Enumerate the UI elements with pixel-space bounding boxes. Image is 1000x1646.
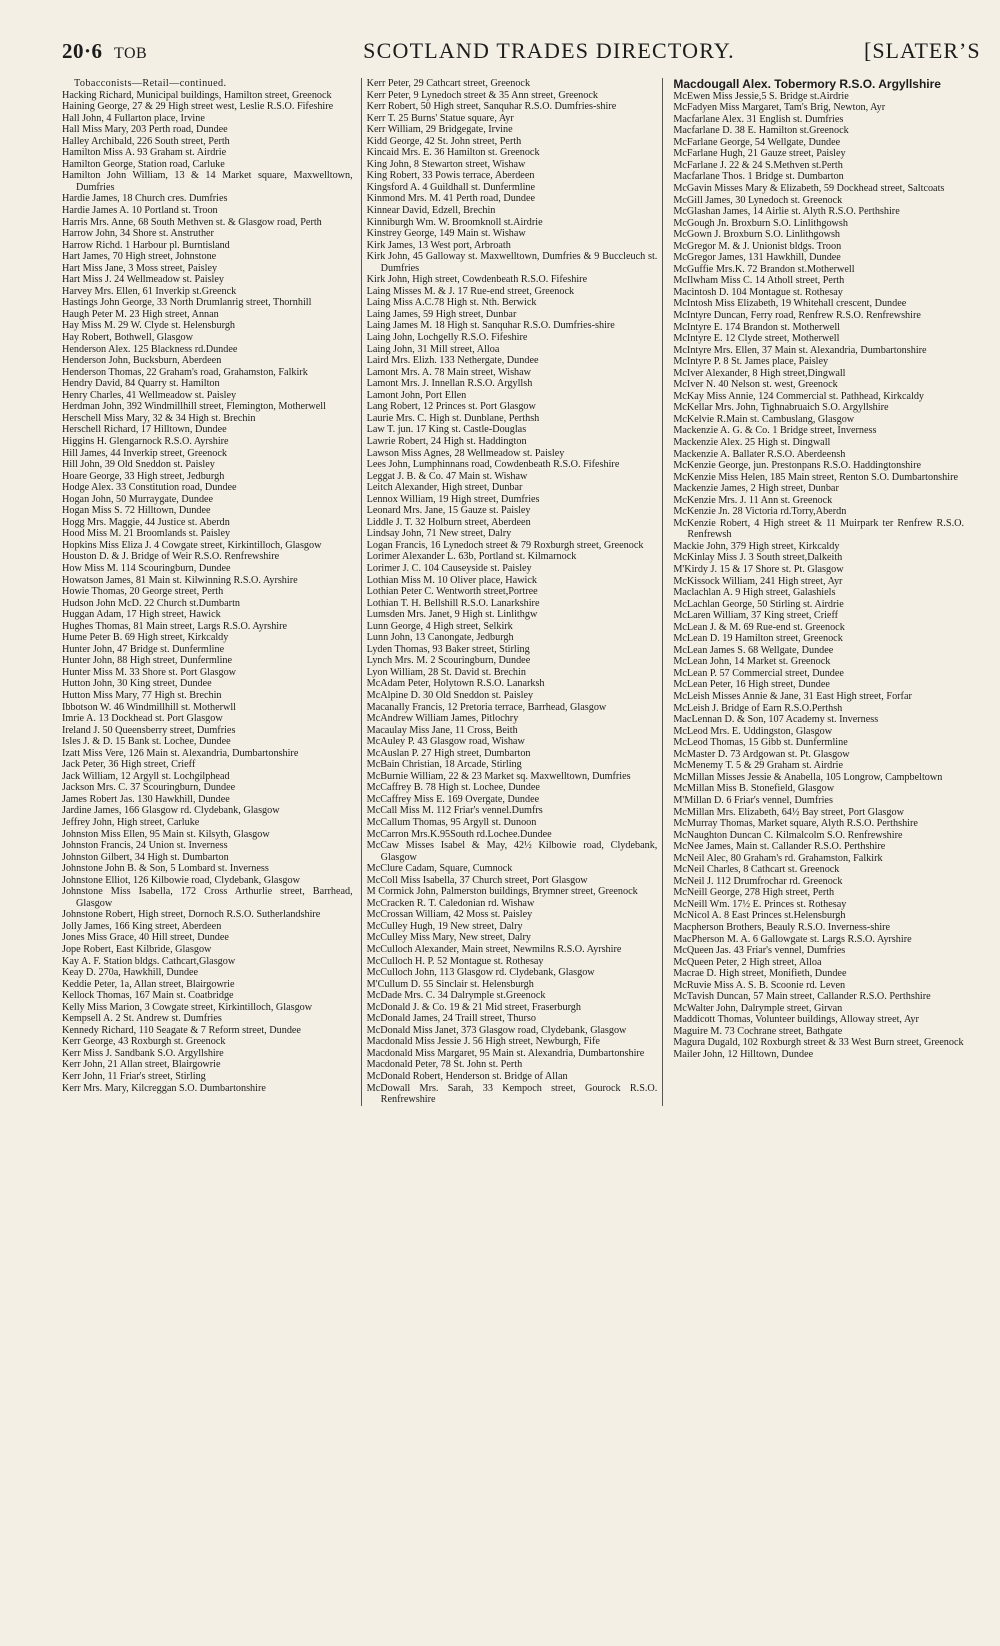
directory-entry: McMillan Mrs. Elizabeth, 64½ Bay street, Port Glasgow <box>673 806 904 818</box>
directory-entry: McIntyre Mrs. Ellen, 37 Main st. Alexandria, Dumbartonshire <box>673 344 927 356</box>
directory-entry: McMurray Thomas, Market square, Alyth R.S.O. Perthshire <box>673 818 918 830</box>
directory-entry: McCulloch H. P. 52 Montague st. Rothesay <box>366 955 544 967</box>
column-right <box>671 78 964 1106</box>
directory-entry: McMenemy T. 5 & 29 Graham st. Airdrie <box>673 760 844 772</box>
directory-entry: McGough Jn. Broxburn S.O. Linlithgowsh <box>673 217 848 229</box>
directory-entry: Macfarlane Alex. 31 English st. Dumfries <box>673 113 844 125</box>
directory-entry: Laing Misses M. & J. 17 Rue-end street, Greenock <box>366 285 575 297</box>
directory-entry: Halley Archibald, 226 South street, Perth <box>62 135 230 147</box>
directory-entry: Howatson James, 81 Main st. Kilwinning R.S.O. Ayrshire <box>62 574 298 586</box>
directory-entry: McDonald Miss Janet, 373 Glasgow road, Clydebank, Glasgow <box>366 1024 627 1036</box>
directory-entry: Jackson Mrs. C. 37 Scouringburn, Dundee <box>62 782 236 794</box>
directory-entry: Hall John, 4 Fullarton place, Irvine <box>62 112 205 124</box>
directory-entry: McLeod Mrs. E. Uddingston, Glasgow <box>673 725 833 737</box>
directory-entry: Hood Miss M. 21 Broomlands st. Paisley <box>62 528 231 540</box>
directory-entry: Hutton Miss Mary, 77 High st. Brechin <box>62 689 222 701</box>
directory-entry: Kidd George, 42 St. John street, Perth <box>366 135 522 147</box>
directory-entry: Harvey Mrs. Ellen, 61 Inverkip st.Greenck <box>62 285 237 297</box>
directory-entry: McNee James, Main st. Callander R.S.O. Perthshire <box>673 841 886 853</box>
directory-entry: McLeish J. Bridge of Earn R.S.O.Perthsh <box>673 702 843 714</box>
directory-entry: Lees John, Lumphinnans road, Cowdenbeath R.S.O. Fifeshire <box>366 459 620 471</box>
directory-entry: McGuffie Mrs.K. 72 Brandon st.Motherwell <box>673 263 855 275</box>
directory-entry: King John, 8 Stewarton street, Wishaw <box>366 158 526 170</box>
directory-entry: Lothian Miss M. 10 Oliver place, Hawick <box>366 574 537 586</box>
directory-entry: Jolly James, 166 King street, Aberdeen <box>62 920 222 932</box>
directory-entry: McMillan Misses Jessie & Anabella, 105 Longrow, Campbeltown <box>673 771 943 783</box>
directory-entry: Macpherson Brothers, Beauly R.S.O. Inverness-shire <box>673 921 891 933</box>
directory-entry: Haugh Peter M. 23 High street, Annan <box>62 308 219 320</box>
directory-entry: McDonald James, 24 Traill street, Thurso <box>366 1013 536 1025</box>
directory-entry: Kerr Robert, 50 High street, Sanquhar R.S.O. Dumfries-shire <box>366 101 617 113</box>
directory-entry: Kerr George, 43 Roxburgh st. Greenock <box>62 1036 226 1048</box>
directory-entry: Hill James, 44 Inverkip street, Greenock <box>62 447 227 459</box>
directory-entry: McIntyre Duncan, Ferry road, Renfrew R.S.O. Renfrewshire <box>673 309 921 321</box>
directory-entry: Hart Miss Jane, 3 Moss street, Paisley <box>62 262 218 274</box>
column-middle <box>361 78 664 1106</box>
directory-entry: Lawrie Robert, 24 High st. Haddington <box>366 435 527 447</box>
directory-entry: McQueen Jas. 43 Friar's vennel, Dumfries <box>673 945 846 957</box>
directory-entry: Kellock Thomas, 167 Main st. Coatbridge <box>62 990 234 1002</box>
directory-entry: M'Cullum D. 55 Sinclair st. Helensburgh <box>366 978 534 990</box>
directory-entry: Kerr T. 25 Burns' Statue square, Ayr <box>366 112 514 124</box>
directory-entry: McBain Christian, 18 Arcade, Stirling <box>366 759 522 771</box>
directory-entry: Kerr Miss J. Sandbank S.O. Argyllshire <box>62 1047 224 1059</box>
directory-entry: McKenzie George, jun. Prestonpans R.S.O. Haddingtonshire <box>673 460 922 472</box>
directory-entry: Johnstone Miss Isabella, 172 Cross Arthurlie street, Barrhead, Glasgow <box>62 886 353 909</box>
directory-entry: Kirk John, 45 Galloway st. Maxwelltown, Dumfries & 9 Buccleuch st. Dumfries <box>366 251 658 274</box>
directory-entry: McIntyre P. 8 St. James place, Paisley <box>673 356 829 368</box>
directory-entry: McAdam Peter, Holytown R.S.O. Lanarksh <box>366 678 545 690</box>
directory-entry: McAlpine D. 30 Old Sneddon st. Paisley <box>366 689 534 701</box>
directory-entry: McGregor M. & J. Unionist bldgs. Troon <box>673 240 842 252</box>
directory-entry: McIntyre E. 12 Clyde street, Motherwell <box>673 333 840 345</box>
directory-entry: Macanally Francis, 12 Pretoria terrace, Barrhead, Glasgow <box>366 701 607 713</box>
directory-entry: Hamilton George, Station road, Carluke <box>62 158 225 170</box>
directory-entry: M Cormick John, Palmerston buildings, Brymner street, Greenock <box>366 886 638 898</box>
directory-entry: Lawson Miss Agnes, 28 Wellmeadow st. Paisley <box>366 447 565 459</box>
directory-entry: McDowall Mrs. Sarah, 33 Kempoch street, Gourock R.S.O. Renfrewshire <box>366 1082 658 1106</box>
directory-entry: McNeil Charles, 8 Cathcart st. Greenock <box>673 864 840 876</box>
directory-entry: Kerr John, 21 Allan street, Blairgowrie <box>62 1059 221 1071</box>
directory-entry: McMaster D. 73 Ardgowan st. Pt. Glasgow <box>673 748 850 760</box>
directory-entry: Harrow John, 34 Shore st. Anstruther <box>62 228 214 240</box>
directory-entry: Hogan John, 50 Murraygate, Dundee <box>62 493 214 505</box>
directory-entry: Logan Francis, 16 Lynedoch street & 79 Roxburgh street, Greenock <box>366 539 644 551</box>
directory-entry: Kerr William, 29 Bridgegate, Irvine <box>366 124 513 136</box>
directory-entry: MacPherson M. A. 6 Gallowgate st. Largs R.S.O. Ayrshire <box>673 933 912 945</box>
directory-entry: Harris Mrs. Anne, 68 South Methven st. & Glasgow road, Perth <box>62 216 322 228</box>
directory-entry: Hunter John, 47 Bridge st. Dunfermline <box>62 643 225 655</box>
directory-entry: Ibbotson W. 46 Windmillhill st. Motherwll <box>62 701 237 713</box>
directory-entry: McKelvie R.Main st. Cambuslang, Glasgow <box>673 413 855 425</box>
directory-entry: McNaughton Duncan C. Kilmalcolm S.O. Renfrewshire <box>673 829 903 841</box>
directory-entry: Herdman John, 392 Windmillhill street, Flemington, Motherwell <box>62 401 326 413</box>
directory-entry: McCrossan William, 42 Moss st. Paisley <box>366 909 533 921</box>
directory-entry: Jones Miss Grace, 40 Hill street, Dundee <box>62 932 229 944</box>
directory-entry: McLeod Thomas, 15 Gibb st. Dunfermline <box>673 737 848 749</box>
directory-entry: McCaffrey Miss E. 169 Overgate, Dundee <box>366 793 540 805</box>
directory-entry: Huggan Adam, 17 High street, Hawick <box>62 609 221 621</box>
directory-entry: Kirk James, 13 West port, Arbroath <box>366 239 511 251</box>
directory-entry: Leggat J. B. & Co. 47 Main st. Wishaw <box>366 470 528 482</box>
directory-entry: Macdonald Miss Margaret, 95 Main st. Alexandria, Dumbartonshire <box>366 1047 645 1059</box>
directory-entry: Lorimer Alexander L. 63b, Portland st. Kilmarnock <box>366 551 577 563</box>
directory-entry: McIntosh Miss Elizabeth, 19 Whitehall crescent, Dundee <box>673 298 907 310</box>
directory-entry: McCulley Hugh, 19 New street, Dalry <box>366 920 523 932</box>
directory-entry: Keddie Peter, 1a, Allan street, Blairgowrie <box>62 978 235 990</box>
directory-entry: Lamont Mrs. A. 78 Main street, Wishaw <box>366 366 532 378</box>
directory-entry: Jack William, 12 Argyll st. Lochgilphead <box>62 770 230 782</box>
directory-entry: McCaw Misses Isabel & May, 42½ Kilbowie road, Clydebank, Glasgow <box>366 840 658 863</box>
directory-entry: McLean James S. 68 Wellgate, Dundee <box>673 644 834 656</box>
directory-entry: Leitch Alexander, High street, Dunbar <box>366 482 523 494</box>
directory-entry: McLeish Misses Annie & Jane, 31 East High street, Forfar <box>673 691 912 703</box>
directory-entry: Liddle J. T. 32 Holburn street, Aberdeen <box>366 516 531 528</box>
directory-entry: McBurnie William, 22 & 23 Market sq. Maxwelltown, Dumfries <box>366 770 631 782</box>
directory-entry: Kincaid Mrs. E. 36 Hamilton st. Greenock <box>366 147 540 159</box>
directory-entry: McIver N. 40 Nelson st. west, Greenock <box>673 379 838 391</box>
directory-entry: Laing James M. 18 High st. Sanquhar R.S.O. Dumfries-shire <box>366 320 615 332</box>
directory-entry: Hunter John, 88 High street, Dunfermline <box>62 655 233 667</box>
directory-entry: McLean D. 19 Hamilton street, Greenock <box>673 633 843 645</box>
directory-entry: Johnston Gilbert, 34 High st. Dumbarton <box>62 851 229 863</box>
directory-entry: Kerr Mrs. Mary, Kilcreggan S.O. Dumbartonshire <box>62 1082 266 1094</box>
directory-entry: Ireland J. 50 Queensberry street, Dumfries <box>62 724 236 736</box>
directory-entry: Kay A. F. Station bldgs. Cathcart,Glasgow <box>62 955 236 967</box>
directory-entry: Hume Peter B. 69 High street, Kirkcaldy <box>62 632 229 644</box>
directory-entry: McKay Miss Annie, 124 Commercial st. Pathhead, Kirkcaldy <box>673 390 925 402</box>
directory-entry: MacLennan D. & Son, 107 Academy st. Inverness <box>673 714 879 726</box>
directory-entry: McKinlay Miss J. 3 South street,Dalkeith <box>673 552 843 564</box>
directory-entry: Hunter Miss M. 33 Shore st. Port Glasgow <box>62 666 237 678</box>
directory-entry: Hay Miss M. 29 W. Clyde st. Helensburgh <box>62 320 236 332</box>
directory-entry: McAuslan P. 27 High street, Dumbarton <box>366 747 531 759</box>
directory-entry: Lunn John, 13 Canongate, Jedburgh <box>366 632 514 644</box>
directory-entry: Kerr John, 11 Friar's street, Stirling <box>62 1071 206 1083</box>
directory-entry: Mackenzie Alex. 25 High st. Dingwall <box>673 437 831 448</box>
directory-entry: McCulloch Alexander, Main street, Newmilns R.S.O. Ayrshire <box>366 944 622 956</box>
directory-entry: Keay D. 270a, Hawkhill, Dundee <box>62 967 199 979</box>
directory-entry: Hart Miss J. 24 Wellmeadow st. Paisley <box>62 274 224 286</box>
directory-entry: Lumsden Mrs. Janet, 9 High st. Linlithgw <box>366 609 538 621</box>
directory-entry: Lyon William, 28 St. David st. Brechin <box>366 666 526 678</box>
directory-entry: McCall Miss M. 112 Friar's vennel.Dumfrs <box>366 805 543 817</box>
directory-entry: Imrie A. 13 Dockhead st. Port Glasgow <box>62 713 223 725</box>
directory-entry: Johnston Miss Ellen, 95 Main st. Kilsyth, Glasgow <box>62 828 270 840</box>
directory-entry: Herschell Miss Mary, 32 & 34 High st. Brechin <box>62 412 256 424</box>
directory-entry: Hamilton Miss A. 93 Graham st. Airdrie <box>62 147 227 159</box>
directory-entry: McEwen Miss Jessie,5 S. Bridge st.Airdrie <box>673 90 849 102</box>
directory-entry: Law T. jun. 17 King st. Castle-Douglas <box>366 424 527 436</box>
directory-entry: Jack Peter, 36 High street, Crieff <box>62 759 196 771</box>
directory-entry: McWalter John, Dalrymple street, Girvan <box>673 1002 843 1014</box>
directory-entry: McNeill George, 278 High street, Perth <box>673 887 835 899</box>
directory-entry: Isles J. & D. 15 Bank st. Lochee, Dundee <box>62 736 231 748</box>
directory-entry: Hogan Miss S. 72 Hilltown, Dundee <box>62 505 211 517</box>
directory-entry: McIntyre E. 174 Brandon st. Motherwell <box>673 321 840 333</box>
directory-entry: Kerr Peter, 9 Lynedoch street & 35 Ann street, Greenock <box>366 89 598 101</box>
directory-entry: Johnstone John B. & Son, 5 Lombard st. Inverness <box>62 863 269 875</box>
directory-entry: Maclachlan A. 9 High street, Galashiels <box>673 587 836 599</box>
directory-entry: McGregor James, 131 Hawkhill, Dundee <box>673 252 841 264</box>
directory-entry: Lunn George, 4 High street, Selkirk <box>366 620 513 632</box>
directory-entry: Hudson John McD. 22 Church st.Dumbartn <box>62 597 240 609</box>
directory-entry: Lamont John, Port Ellen <box>366 389 467 401</box>
directory-entry: Macfarlane D. 38 E. Hamilton st.Greenock <box>673 125 849 137</box>
directory-entry: McCarron Mrs.K.95South rd.Lochee.Dundee <box>366 828 552 840</box>
directory-entry: McNicol A. 8 East Princes st.Helensburgh <box>673 910 846 922</box>
directory-entry: Laing John, 31 Mill street, Alloa <box>366 343 500 355</box>
directory-entry: Henderson John, Bucksburn, Aberdeen <box>62 355 222 367</box>
directory-entry: Henderson Thomas, 22 Graham's road, Grahamston, Falkirk <box>62 366 308 378</box>
directory-entry: McDonald Robert, Henderson st. Bridge of Allan <box>366 1071 568 1083</box>
page-title: SCOTLAND TRADES DIRECTORY. <box>363 38 735 63</box>
directory-entry: McCulloch John, 113 Glasgow rd. Clydebank, Glasgow <box>366 967 595 979</box>
directory-entry: Kennedy Richard, 110 Seagate & 7 Reform street, Dundee <box>62 1024 301 1036</box>
directory-entry: Lang Robert, 12 Princes st. Port Glasgow <box>366 401 536 413</box>
directory-entry: Laing John, Lochgelly R.S.O. Fifeshire <box>366 332 528 344</box>
directory-entry: Houston D. & J. Bridge of Weir R.S.O. Renfrewshire <box>62 551 280 563</box>
page-header <box>62 38 981 78</box>
directory-entry: Laird Mrs. Elizh. 133 Nethergate, Dundee <box>366 355 539 367</box>
column-left <box>62 78 353 1106</box>
directory-entry: Kirk John, High street, Cowdenbeath R.S.O. Fifeshire <box>366 274 588 286</box>
directory-entry: McCaffrey B. 78 High st. Lochee, Dundee <box>366 782 540 794</box>
directory-entry: McLean Peter, 16 High street, Dundee <box>673 679 830 691</box>
directory-entry: Laing James, 59 High street, Dunbar <box>366 308 517 320</box>
directory-entry: Herschell Richard, 17 Hilltown, Dundee <box>62 424 227 436</box>
directory-entry: McNeill Wm. 17½ E. Princes st. Rothesay <box>673 898 847 910</box>
section-heading: Tobacconists—Retail—continued. <box>74 78 227 89</box>
directory-entry: Kempsell A. 2 St. Andrew st. Dumfries <box>62 1013 222 1025</box>
directory-entry: McAuley P. 43 Glasgow road, Wishaw <box>366 736 525 748</box>
directory-entry: Hutton John, 30 King street, Dundee <box>62 678 212 690</box>
directory-entry: Mackie John, 379 High street, Kirkcaldy <box>673 540 840 552</box>
directory-entry: Hardie James A. 10 Portland st. Troon <box>62 205 218 217</box>
directory-entry: McFadyen Miss Margaret, Tam's Brig, Newton, Ayr <box>673 102 886 114</box>
directory-entry: McColl Miss Isabella, 37 Church street, Port Glasgow <box>366 874 588 886</box>
directory-entry: McKenzie Mrs. J. 11 Ann st. Greenock <box>673 494 833 506</box>
directory-entry: McKenzie Miss Helen, 185 Main street, Renton S.O. Dumbartonshire <box>673 471 958 483</box>
directory-entry: McLean P. 57 Commercial street, Dundee <box>673 667 844 679</box>
directory-entry: Lynch Mrs. M. 2 Scouringburn, Dundee <box>366 655 531 667</box>
directory-entry: Harrow Richd. 1 Harbour pl. Burntisland <box>62 239 230 251</box>
directory-entry: Maddicott Thomas, Volunteer buildings, Alloway street, Ayr <box>673 1014 919 1026</box>
directory-entry: McNeil Alec, 80 Graham's rd. Grahamston, Falkirk <box>673 852 883 864</box>
directory-entry: Lorimer J. C. 104 Causeyside st. Paisley <box>366 562 532 574</box>
directory-entry: McCulley Miss Mary, New street, Dalry <box>366 932 531 944</box>
directory-entry: M'Kirdy J. 15 & 17 Shore st. Pt. Glasgow <box>673 564 844 576</box>
directory-entry: McCallum Thomas, 95 Argyll st. Dunoon <box>366 817 537 828</box>
directory-entry: Lothian T. H. Bellshill R.S.O. Lanarkshire <box>366 597 540 609</box>
directory-entry: Haining George, 27 & 29 High street west, Leslie R.S.O. Fifeshire <box>62 101 334 113</box>
publisher-mark: [SLATER’S <box>864 38 981 63</box>
directory-entry: Macintosh D. 104 Montague st. Rothesay <box>673 286 843 298</box>
directory-entry: Howie Thomas, 20 George street, Perth <box>62 586 224 598</box>
directory-entry: Leonard Mrs. Jane, 15 Gauze st. Paisley <box>366 505 531 517</box>
directory-entry: McLachlan George, 50 Stirling st. Airdrie <box>673 598 844 610</box>
directory-entry: McGavin Misses Mary & Elizabeth, 59 Dockhead street, Saltcoats <box>673 182 945 194</box>
directory-entry: McKenzie Robert, 4 High street & 11 Muirpark ter Renfrew R.S.O. Renfrewsh <box>673 517 965 541</box>
directory-entry: Mackenzie A. Ballater R.S.O. Aberdeensh <box>673 448 846 460</box>
directory-entry: McRuvie Miss A. S. B. Scoonie rd. Leven <box>673 979 846 991</box>
directory-entry: McDonald J. & Co. 19 & 21 Mid street, Fraserburgh <box>366 1001 581 1013</box>
featured-entry: Macdougall Alex. Tobermory R.S.O. Argyllshire <box>673 77 941 91</box>
directory-entry: Hoare George, 33 High street, Jedburgh <box>62 470 225 482</box>
directory-entry: Hart James, 70 High street, Johnstone <box>62 251 217 263</box>
directory-entry: Mackenzie A. G. & Co. 1 Bridge street, Inverness <box>673 425 877 437</box>
directory-entry: Hacking Richard, Municipal buildings, Hamilton street, Greenock <box>62 89 332 101</box>
directory-entry: Magura Dugald, 102 Roxburgh street & 33 West Burn street, Greenock <box>673 1037 964 1049</box>
directory-entry: Hill John, 39 Old Sneddon st. Paisley <box>62 459 215 471</box>
directory-entry: Lamont Mrs. J. Innellan R.S.O. Argyllsh <box>366 378 533 390</box>
directory-entry: Henderson Alex. 125 Blackness rd.Dundee <box>62 343 238 355</box>
directory-entry: Mackenzie James, 2 High street, Dunbar <box>673 483 839 495</box>
directory-entry: Lindsay John, 71 New street, Dalry <box>366 528 512 540</box>
directory-entry: Johnston Francis, 24 Union st. Inverness <box>62 840 228 852</box>
directory-entry: Macdonald Peter, 78 St. John st. Perth <box>366 1059 523 1071</box>
directory-entry: Kinnear David, Edzell, Brechin <box>366 205 496 217</box>
directory-entry: Johnstone Elliot, 126 Kilbowie road, Clydebank, Glasgow <box>62 874 300 886</box>
directory-entry: McGill James, 30 Lynedoch st. Greenock <box>673 194 843 206</box>
directory-entry: Hogg Mrs. Maggie, 44 Justice st. Aberdn <box>62 516 230 528</box>
directory-entry: Hodge Alex. 33 Constitution road, Dundee <box>62 482 237 494</box>
page-number: 20·6 <box>62 39 103 63</box>
directory-entry: Hughes Thomas, 81 Main street, Largs R.S.O. Ayrshire <box>62 620 288 632</box>
directory-entry: Jeffrey John, High street, Carluke <box>62 817 200 828</box>
directory-entry: Laing Miss A.C.78 High st. Nth. Berwick <box>366 297 537 309</box>
directory-entry: McGlashan James, 14 Airlie st. Alyth R.S.O. Perthshire <box>673 206 900 218</box>
directory-entry: Kinmond Mrs. M. 41 Perth road, Dundee <box>366 193 536 205</box>
directory-entry: How Miss M. 114 Scouringburn, Dundee <box>62 562 231 574</box>
directory-entry: McNeil J. 112 Drumfrochar rd. Greenock <box>673 875 843 887</box>
directory-entry: Lyden Thomas, 93 Baker street, Stirling <box>366 643 530 655</box>
directory-entry: McKenzie Jn. 28 Victoria rd.Torry,Aberdn <box>673 506 847 518</box>
directory-entry: Johnstone Robert, High street, Dornoch R.S.O. Sutherlandshire <box>62 909 321 921</box>
directory-entry: Macdonald Miss Jessie J. 56 High street, Newburgh, Fife <box>366 1036 600 1048</box>
directory-entry: Kingsford A. 4 Guildhall st. Dunfermline <box>366 181 536 193</box>
directory-entry: McQueen Peter, 2 High street, Alloa <box>673 956 822 968</box>
directory-entry: Izatt Miss Vere, 126 Main st. Alexandria, Dumbartonshire <box>62 747 299 759</box>
directory-entry: McTavish Duncan, 57 Main street, Callander R.S.O. Perthshire <box>673 991 931 1003</box>
directory-entry: McKissock William, 241 High street, Ayr <box>673 575 843 587</box>
directory-entry: McIlwham Miss C. 14 Atholl street, Perth <box>673 275 845 287</box>
directory-entry: Higgins H. Glengarnock R.S.O. Ayrshire <box>62 435 229 447</box>
directory-entry: Jope Robert, East Kilbride, Glasgow <box>62 944 212 956</box>
directory-entry: Mailer John, 12 Hilltown, Dundee <box>673 1048 814 1060</box>
directory-entry: Laurie Mrs. C. High st. Dunblane, Perthsh <box>366 412 540 424</box>
directory-entry: McFarlane Hugh, 21 Gauze street, Paisley <box>673 148 846 160</box>
directory-entry: Hopkins Miss Eliza J. 4 Cowgate street, Kirkintilloch, Glasgow <box>62 539 322 551</box>
directory-entry: McFarlane J. 22 & 24 S.Methven st.Perth <box>673 159 843 171</box>
directory-entry: King Robert, 33 Powis terrace, Aberdeen <box>366 170 535 182</box>
directory-entry: Maguire M. 73 Cochrane street, Bathgate <box>673 1025 843 1037</box>
directory-entry: Jardine James, 166 Glasgow rd. Clydebank, Glasgow <box>62 805 280 817</box>
directory-entry: McIver Alexander, 8 High street,Dingwall <box>673 367 846 379</box>
directory-entry: Macrae D. High street, Monifieth, Dundee <box>673 968 847 980</box>
directory-entry: McLaren William, 37 King street, Crieff <box>673 610 839 622</box>
directory-entry: Kerr Peter, 29 Cathcart street, Greenock <box>366 78 531 89</box>
directory-entry: Hamilton John William, 13 & 14 Market square, Maxwelltown, Dumfries <box>62 170 353 193</box>
directory-entry: McAndrew William James, Pitlochry <box>366 713 519 725</box>
directory-entry: Kinniburgh Wm. W. Broomknoll st.Airdrie <box>366 216 543 228</box>
directory-entry: Macfarlane Thos. 1 Bridge st. Dumbarton <box>673 171 844 183</box>
directory-entry: McLean John, 14 Market st. Greenock <box>673 656 831 668</box>
directory-entry: M'Millan D. 6 Friar's vennel, Dumfries <box>673 794 833 806</box>
directory-entry: Hendry David, 84 Quarry st. Hamilton <box>62 378 220 390</box>
running-head: TOB <box>114 45 148 62</box>
directory-entry: Kelly Miss Marion, 3 Cowgate street, Kirkintilloch, Glasgow <box>62 1001 313 1013</box>
directory-entry: McGown J. Broxburn S.O. Linlithgowsh <box>673 229 841 241</box>
directory-entry: McDade Mrs. C. 34 Dalrymple st.Greenock <box>366 990 546 1002</box>
columns <box>62 78 964 1106</box>
directory-entry: Macaulay Miss Jane, 11 Cross, Beith <box>366 724 518 736</box>
directory-entry: McClure Cadam, Square, Cumnock <box>366 863 513 875</box>
directory-entry: Hastings John George, 33 North Drumlanrig street, Thornhill <box>62 297 312 309</box>
directory-entry: McMillan Miss B. Stonefield, Glasgow <box>673 783 835 795</box>
directory-entry: Hardie James, 18 Church cres. Dumfries <box>62 193 228 205</box>
directory-entry: McCracken R. T. Caledonian rd. Wishaw <box>366 897 535 909</box>
directory-entry: Kinstrey George, 149 Main st. Wishaw <box>366 228 526 240</box>
directory-entry: Hay Robert, Bothwell, Glasgow <box>62 332 194 344</box>
directory-entry: McKellar Mrs. John, Tighnabruaich S.O. Argyllshire <box>673 402 889 414</box>
directory-entry: McFarlane George, 54 Wellgate, Dundee <box>673 136 841 148</box>
directory-entry: James Robert Jas. 130 Hawkhill, Dundee <box>62 793 230 805</box>
directory-entry: Lothian Peter C. Wentworth street,Portree <box>366 586 538 598</box>
directory-entry: Lennox William, 19 High street, Dumfries <box>366 493 540 505</box>
directory-entry: McLean J. & M. 69 Rue-end st. Greenock <box>673 621 845 633</box>
directory-entry: Henry Charles, 41 Wellmeadow st. Paisley <box>62 389 237 401</box>
directory-entry: Hall Miss Mary, 203 Perth road, Dundee <box>62 124 228 136</box>
